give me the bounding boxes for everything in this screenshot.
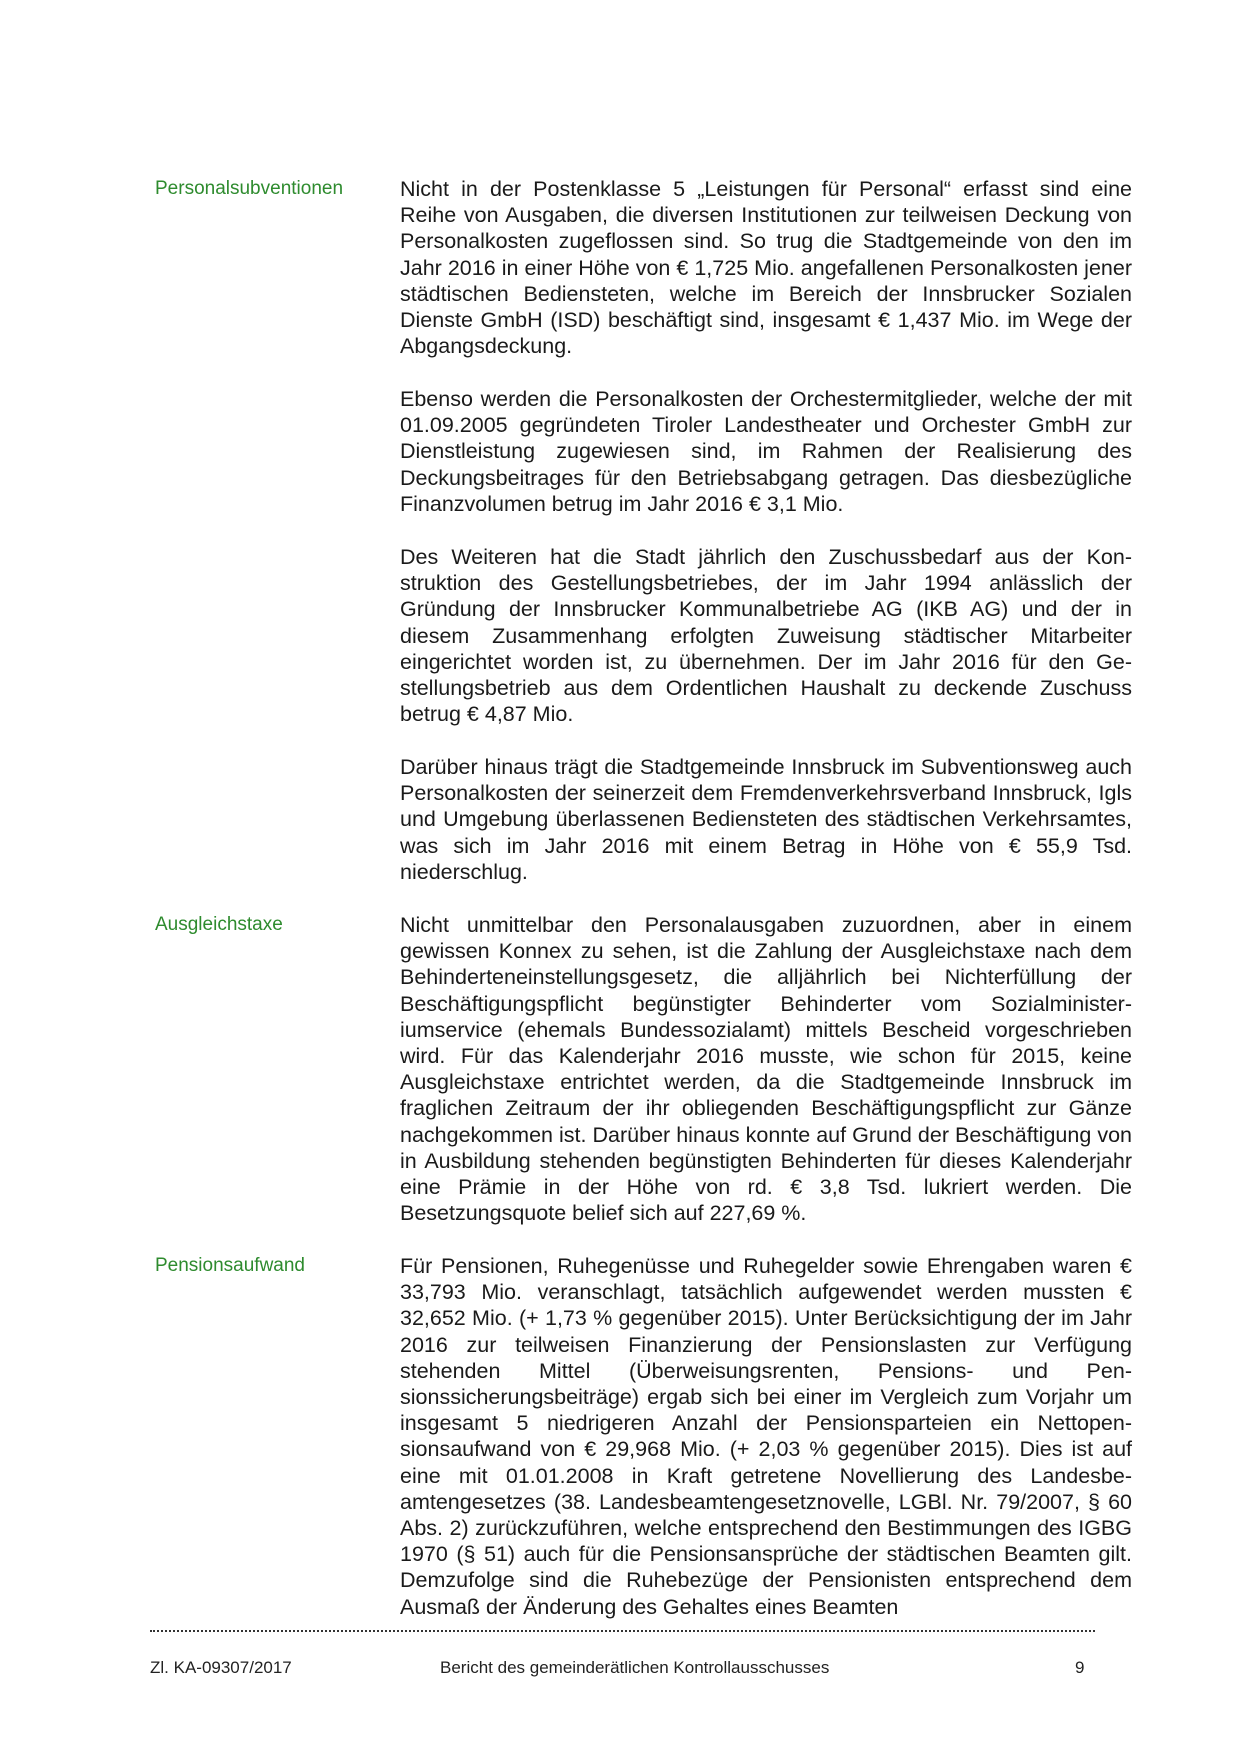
document-reference: Zl. KA-09307/2017 bbox=[150, 1658, 292, 1677]
page-number: 9 bbox=[1075, 1658, 1085, 1677]
paragraph: Ebenso werden die Personalkosten der Orchestermitglieder, welche der mit 01.09.2005 gegründeten Tiroler Landestheater und Orchester GmbH zur Dienstleistung zugewiesen sind, im Rahmen der Realisierung des Deckungsbeitrages für den Betriebsabgang getragen. Das diesbezügliche Finanzvolumen betrug im Jahr 2016 € 3,1 Mio. bbox=[400, 387, 1132, 516]
footer-divider bbox=[150, 1630, 1095, 1632]
section-label-personalsubventionen: Personalsubventionen bbox=[155, 178, 344, 199]
section-label-ausgleichstaxe: Ausgleichstaxe bbox=[155, 914, 283, 935]
paragraph: Nicht in der Postenklasse 5 „Leistungen für Personal“ erfasst sind eine Reihe von Ausgaben, die diversen Institutionen zur teilweisen Deckung von Personalkosten zugeflossen sind. So trug die Stadtgemeinde von den im Jahr 2016 in einer Höhe von € 1,725 Mio. angefallenen Personalkosten jener städtischen Bediensteten, welche im Bereich der Innsbrucker Sozialen Dienste GmbH (ISD) beschäftigt sind, insgesamt € 1,437 Mio. im Wege der Abgangsdeckung. bbox=[400, 177, 1132, 359]
report-title: Bericht des gemeinderätlichen Kontrollausschusses bbox=[440, 1658, 830, 1677]
paragraph: Für Pensionen, Ruhegenüsse und Ruhegelder sowie Ehrengaben waren € 33,793 Mio. veranschlagt, tatsächlich aufgewendet werden mussten € 32,652 Mio. (+ 1,73 % gegenüber 2015). Unter Berücksichtigung der im Jahr 2016 zur teilweisen Finanzierung der Pensionslasten zur Verfügung stehenden Mittel (Überweisungsrenten, Pensions- und Pensionssicherungsbeiträge) ergab sich bei einer im Vergleich zum Vorjahr um insgesamt 5 niedrigeren Anzahl der Pensionsparteien ein Nettopensionsaufwand von € 29,968 Mio. (+ 2,03 % gegenüber 2015). Dies ist auf eine mit 01.01.2008 in Kraft getretene Novellierung des Landesbeamtengesetzes (38. Landesbeamtengesetznovelle, LGBl. Nr. 79/2007, § 60 Abs. 2) zurückzuführen, welche entsprechend den Bestimmungen des IGBG 1970 (§ 51) auch für die Pensionsansprüche der städtischen Beamten gilt. Demzufolge sind die Ruhebezüge der Pensionisten entsprechend dem Ausmaß der Änderung des Gehaltes eines Beamten bbox=[400, 1254, 1132, 1619]
paragraph: Nicht unmittelbar den Personalausgaben zuzuordnen, aber in einem gewissen Konnex zu sehen, ist die Zahlung der Ausgleichstaxe nach dem Behinderteneinstellungsgesetz, die alljährlich bei Nichterfüllung der Beschäftigungspflicht begünstigter Behinderter vom Sozialministeriumservice (ehemals Bundessozialamt) mittels Bescheid vorgeschrieben wird. Für das Kalenderjahr 2016 musste, wie schon für 2015, keine Ausgleichstaxe entrichtet werden, da die Stadtgemeinde Innsbruck im fraglichen Zeitraum der ihr obliegenden Beschäftigungspflicht zur Gänze nachgekommen ist. Darüber hinaus konnte auf Grund der Beschäftigung von in Ausbildung stehenden begünstigten Behinderten für dieses Kalenderjahr eine Prämie in der Höhe von rd. € 3,8 Tsd. lukriert werden. Die Besetzungsquote belief sich auf 227,69 %. bbox=[400, 913, 1132, 1226]
section-label-pensionsaufwand: Pensionsaufwand bbox=[155, 1255, 305, 1276]
paragraph: Darüber hinaus trägt die Stadtgemeinde Innsbruck im Subventionsweg auch Personalkosten der seinerzeit dem Fremdenverkehrsverband Innsbruck, Igls und Umgebung überlassenen Bediensteten des städtischen Verkehrsamtes, was sich im Jahr 2016 mit einem Betrag in Höhe von € 55,9 Tsd. niederschlug. bbox=[400, 755, 1132, 884]
paragraph: Des Weiteren hat die Stadt jährlich den Zuschussbedarf aus der Konstruktion des Gestellungsbetriebes, der im Jahr 1994 anlässlich der Gründung der Innsbrucker Kommunalbetriebe AG (IKB AG) und der in diesem Zusammenhang erfolgten Zuweisung städtischer Mitarbeiter eingerichtet worden ist, zu übernehmen. Der im Jahr 2016 für den Gestellungsbetrieb aus dem Ordentlichen Haushalt zu deckende Zuschuss betrug € 4,87 Mio. bbox=[400, 545, 1132, 727]
